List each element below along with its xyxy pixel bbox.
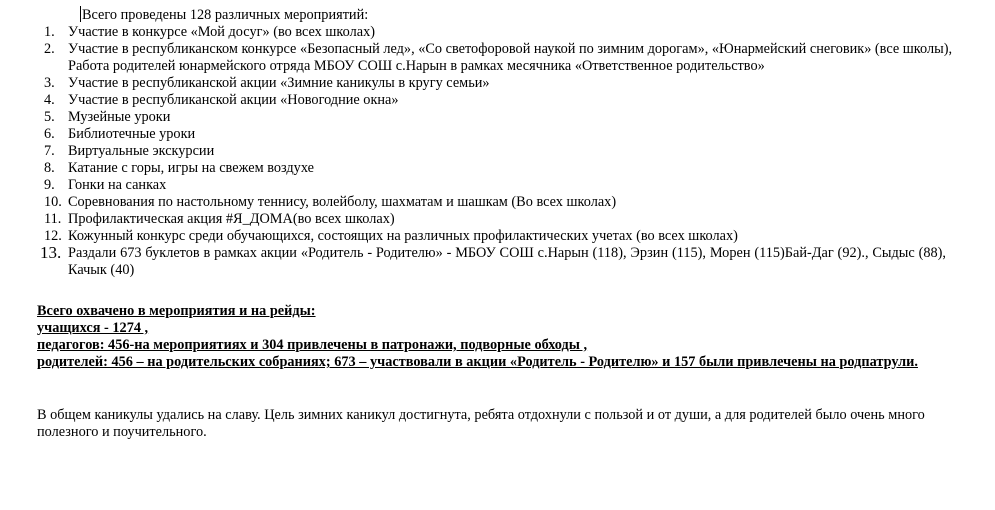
list-item [0,109,960,126]
text-cursor [80,6,81,22]
list-item [0,143,960,160]
item-text: Участие в республиканской акции «Зимние каникулы в кругу семьи» [68,75,490,91]
item-number: 11. [44,211,62,227]
item-number: 1. [44,24,55,40]
list-item [0,41,960,75]
list-item [0,211,960,228]
summary-heading: Всего охвачено в мероприятия и на рейды: [37,303,316,319]
closing-paragraph: В общем каникулы удались на славу. Цель зимних каникул достигнута, ребята отдохнули с пользой и от души, а для родителей было очень много полезного и поучительного. [37,407,925,440]
intro-text: Всего проведены 128 различных мероприятий: [82,7,369,23]
list-item [0,75,960,92]
item-text: Участие в республиканском конкурсе «Безопасный лед», «Со светофоровой наукой по зимним дорогам», «Юнармейский снеговик» (все школы), Работа родителей юнармейского отряда МБОУ СОШ с.Нарын в рамках месячника «Ответственное родительство» [68,41,953,74]
list-item [0,92,960,109]
item-number: 4. [44,92,55,108]
item-number: 13. [40,243,62,262]
intro-line [80,6,368,24]
item-text: Профилактическая акция #Я_ДОМА(во всех школах) [68,211,395,227]
list-item [0,194,960,211]
list-item [0,228,960,245]
item-text: Библиотечные уроки [68,126,196,142]
item-number: 9. [44,177,55,193]
list-item [0,245,960,279]
item-text: Кожунный конкурс среди обучающихся, состоящих на различных профилактических учетах (во всех школах) [68,228,738,244]
item-number: 8. [44,160,55,176]
summary-students: учащихся - 1274 , [37,320,149,336]
list-item [0,126,960,143]
item-text: Участие в республиканской акции «Новогодние окна» [68,92,399,108]
item-number: 12. [44,228,62,244]
list-item [0,160,960,177]
coverage-summary [37,303,948,371]
item-number: 7. [44,143,55,159]
summary-teachers: педагогов: 456-на мероприятиях и 304 привлечены в патронажи, подворные обходы , [37,337,588,353]
item-text: Музейные уроки [68,109,171,125]
item-text: Раздали 673 буклетов в рамках акции «Родитель - Родителю» - МБОУ СОШ с.Нарын (118), Эрзин (115), Морен (115)Бай-Даг (92)., Сыдыс (88), Качык (40) [68,245,946,278]
activities-list [0,24,960,279]
item-number: 2. [44,41,55,57]
item-text: Катание с горы, игры на свежем воздухе [68,160,314,176]
item-text: Гонки на санках [68,177,167,193]
item-text: Участие в конкурсе «Мой досуг» (во всех школах) [68,24,375,40]
list-item [0,177,960,194]
item-number: 5. [44,109,55,125]
list-item [0,24,960,41]
item-text: Соревнования по настольному теннису, волейболу, шахматам и шашкам (Во всех школах) [68,194,617,210]
item-number: 6. [44,126,55,142]
item-number: 3. [44,75,55,91]
summary-parents: родителей: 456 – на родительских собраниях; 673 – участвовали в акции «Родитель - Родителю» и 157 были привлечены на родпатрули. [37,354,918,370]
item-text: Виртуальные экскурсии [68,143,215,159]
item-number: 10. [44,194,62,210]
